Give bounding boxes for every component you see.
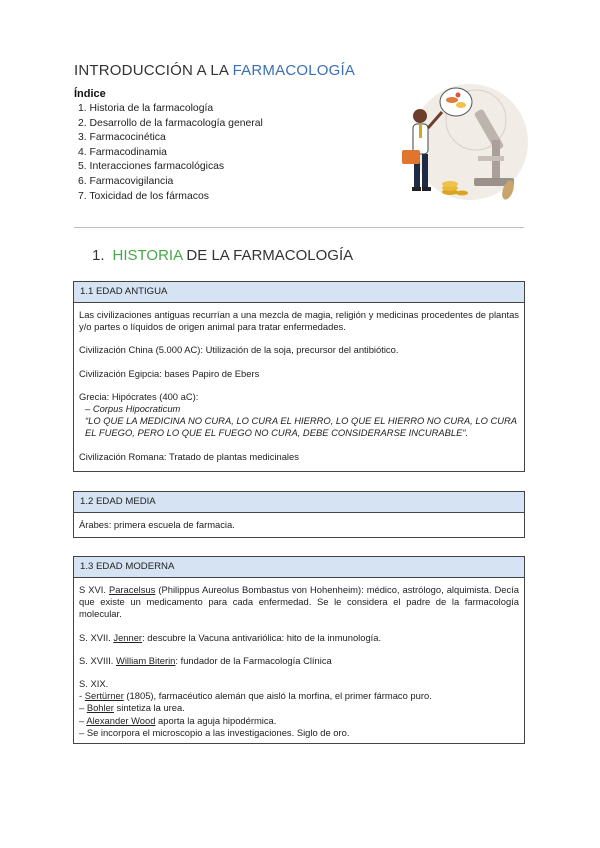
paragraph bbox=[79, 655, 519, 667]
title-accent: FARMACOLOGÍA bbox=[232, 62, 356, 79]
person-name: William Biterin bbox=[116, 654, 176, 666]
box-body bbox=[74, 303, 524, 467]
index-item[interactable]: 4. Farmacodinamia bbox=[78, 146, 167, 158]
quote: “LO QUE LA MEDICINA NO CURA, LO CURA EL HIERRO, LO QUE EL HIERRO NO CURA, LO CURA EL FUEGO, PERO LO QUE EL FUEGO NO CURA, DEBE CONSIDERARSE INCURABLE”. bbox=[85, 415, 517, 439]
text: – bbox=[79, 714, 87, 726]
list-item bbox=[79, 715, 519, 727]
text: (1805), farmacéutico alemán que aisló la morfina, el primer fármaco puro. bbox=[123, 690, 432, 702]
index-item[interactable]: 5. Interacciones farmacológicas bbox=[78, 161, 225, 173]
person-name: Sertürner bbox=[84, 690, 124, 702]
paragraph: Árabes: primera escuela de farmacia. bbox=[79, 519, 235, 530]
list-item bbox=[79, 702, 519, 714]
box-header: 1.2 EDAD MEDIA bbox=[74, 492, 524, 513]
paragraph: – Corpus Hipocraticum bbox=[85, 403, 181, 415]
index-item[interactable]: 7. Toxicidad de los fármacos bbox=[78, 190, 209, 202]
text: (Philippus Aureolus Bombastus von Hohenheim): médico, astrólogo, alquimista. Decía que existe un medicamento para cada enfermedad. Se le considera el padre de la farmacología molecular. bbox=[79, 584, 519, 620]
paragraph: Civilización Egipcia: bases Papiro de Ebers bbox=[79, 367, 260, 379]
box-edad-moderna bbox=[73, 556, 525, 744]
text: – bbox=[79, 702, 87, 714]
paragraph: Civilización China (5.000 AC): Utilización de la soja, precursor del antibiótico. bbox=[79, 344, 399, 356]
person-name: Paracelsus bbox=[108, 584, 156, 595]
pharmacist-illustration bbox=[388, 80, 528, 210]
section-divider bbox=[74, 227, 524, 228]
section-rest: DE LA bbox=[182, 247, 234, 264]
paragraph bbox=[79, 632, 519, 644]
section-number: 1. bbox=[92, 247, 105, 264]
index-item[interactable]: 3. Farmacocinética bbox=[78, 132, 166, 144]
paragraph: S. XIX. bbox=[79, 678, 109, 690]
text: S XVI. bbox=[79, 584, 109, 595]
person-name: Bohler bbox=[86, 702, 114, 714]
text: S. XVII. bbox=[79, 631, 114, 643]
box-edad-antigua bbox=[73, 281, 525, 472]
text: sintetiza la urea. bbox=[113, 702, 185, 714]
index-item[interactable]: 1. Historia de la farmacología bbox=[78, 103, 214, 114]
section-accent: HISTORIA bbox=[112, 247, 183, 264]
paragraph: Civilización Romana: Tratado de plantas medicinales bbox=[79, 450, 299, 462]
index-heading: Índice bbox=[74, 88, 106, 100]
text: : descubre la Vacuna antivariólica: hito de la inmunología. bbox=[142, 631, 382, 643]
page-title bbox=[74, 62, 355, 79]
paragraph: Las civilizaciones antiguas recurrían a una mezcla de magia, religión y medicinas procedentes de plantas y/o partes o líquidos de origen animal para tratar enfermedades. bbox=[79, 309, 519, 333]
paragraph: Grecia: Hipócrates (400 aC): bbox=[79, 390, 199, 402]
index-list bbox=[78, 102, 263, 204]
person-name: Jenner bbox=[113, 631, 143, 643]
section-rest: FARMACOLOGÍA bbox=[233, 247, 354, 264]
index-item[interactable]: 2. Desarrollo de la farmacología general bbox=[78, 117, 263, 129]
box-body bbox=[74, 513, 524, 535]
person-name: Alexander Wood bbox=[86, 714, 156, 726]
box-header: 1.3 EDAD MODERNA bbox=[74, 557, 524, 578]
title-prefix: INTRODUCCIÓN A LA bbox=[74, 62, 233, 79]
list-item: – Se incorpora el microscopio a las investigaciones. Siglo de oro. bbox=[79, 726, 350, 738]
box-body bbox=[74, 578, 524, 743]
section-heading bbox=[92, 247, 353, 264]
list-item bbox=[79, 690, 519, 702]
box-edad-media bbox=[73, 491, 525, 538]
text: - bbox=[79, 690, 85, 702]
paragraph bbox=[79, 584, 519, 621]
index-item[interactable]: 6. Farmacovigilancia bbox=[78, 175, 174, 187]
text: S. XVIII. bbox=[79, 654, 116, 666]
text: : fundador de la Farmacología Clínica bbox=[175, 654, 332, 666]
box-header: 1.1 EDAD ANTIGUA bbox=[74, 282, 524, 303]
text: aporta la aguja hipodérmica. bbox=[155, 714, 277, 726]
